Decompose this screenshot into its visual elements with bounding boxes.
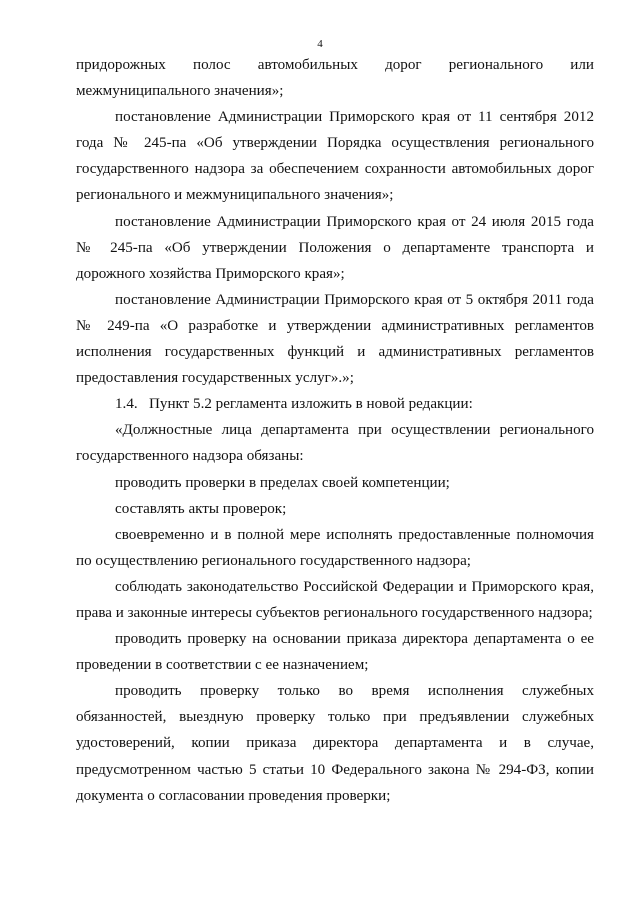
- paragraph-duty-service-time: проводить проверку только во время исполнения служебных обязанностей, выездную проверку только при предъявлении служебных удостоверений, копии приказа директора департамента и в случае, предусмотренном частью 5 статьи 10 Федерального закона № 294-ФЗ, копии документа о согласовании проведения проверки;: [76, 683, 594, 804]
- document-body: [76, 52, 594, 809]
- paragraph-duty-order: проводить проверку на основании приказа директора департамента о ее проведении в соответствии с ее назначением;: [76, 631, 594, 674]
- item-text: Пункт 5.2 регламента изложить в новой редакции:: [149, 396, 473, 413]
- paragraph-duty-legislation: соблюдать законодательство Российской Федерации и Приморского края, права и законные интересы субъектов регионального государственного надзора;: [76, 578, 594, 621]
- paragraph-duty-inspections: проводить проверки в пределах своей компетенции;: [115, 474, 450, 491]
- page-number: 4: [317, 38, 323, 50]
- paragraph-resolution-2012: постановление Администрации Приморского края от 11 сентября 2012 года № 245-па «Об утверждении Порядка осуществления регионального государственного надзора за обеспечением сохранности автомобильных дорог регионального и межмуниципального значения»;: [76, 109, 594, 204]
- paragraph-item-1-4: [76, 391, 594, 417]
- paragraph-duty-acts: составлять акты проверок;: [115, 500, 287, 517]
- item-number: 1.4.: [115, 396, 138, 413]
- paragraph-continuation: придорожных полос автомобильных дорог регионального или межмуниципального значения»;: [76, 57, 594, 100]
- paragraph-officials-duties: «Должностные лица департамента при осуществлении регионального государственного надзора обязаны:: [76, 422, 594, 465]
- paragraph-resolution-2015: постановление Администрации Приморского края от 24 июля 2015 года № 245-па «Об утверждении Положения о департаменте транспорта и дорожного хозяйства Приморского края»;: [76, 213, 594, 282]
- paragraph-duty-powers: своевременно и в полной мере исполнять предоставленные полномочия по осуществлению регионального государственного надзора;: [76, 526, 594, 569]
- paragraph-resolution-2011: постановление Администрации Приморского края от 5 октября 2011 года № 249-па «О разработке и утверждении административных регламентов исполнения государственных функций и административных регламентов предоставления государственных услуг».»;: [76, 291, 594, 387]
